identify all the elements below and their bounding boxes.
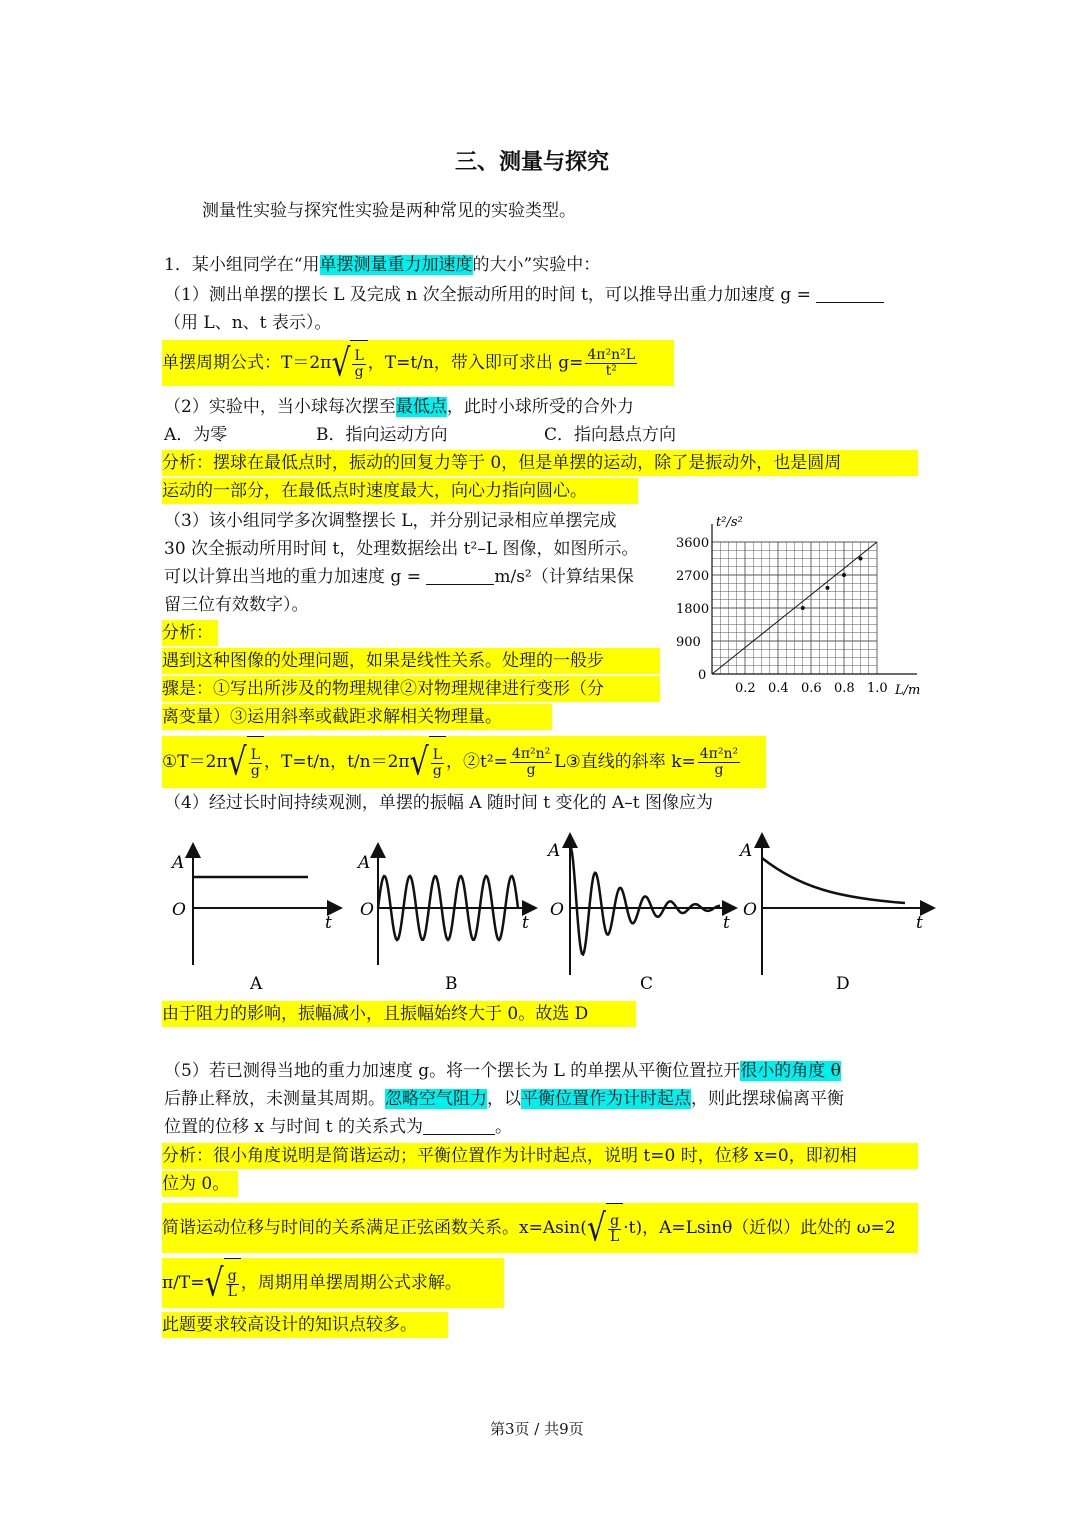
answer5-line5: 此题要求较高设计的知识点较多。 bbox=[162, 1312, 448, 1338]
y-tick-label: 1800 bbox=[676, 602, 710, 617]
formula-g: $\frac{\text{4π²n²L}}{\text{t²}}$ bbox=[587, 347, 636, 379]
q1-stem: 1．某小组同学在“用单摆测量重力加速度的大小”实验中： bbox=[164, 255, 601, 275]
part3-line4: 留三位有效数字）。 bbox=[164, 595, 309, 615]
svg-text:t: t bbox=[916, 913, 923, 933]
intro-text: 测量性实验与探究性实验是两种常见的实验类型。 bbox=[202, 201, 576, 221]
x-tick-label: 1.0 bbox=[867, 681, 888, 696]
t2-L-chart bbox=[670, 510, 930, 700]
graph-label-d: D bbox=[836, 974, 850, 994]
data-point bbox=[826, 586, 830, 590]
answer3-line1: 遇到这种图像的处理问题，如果是线性关系。处理的一般步 bbox=[162, 648, 660, 674]
answer3-line3: 离变量）③运用斜率或截距求解相关物理量。 bbox=[162, 704, 552, 730]
highlight-small-angle: 很小的角度 θ bbox=[740, 1061, 841, 1081]
y-tick-label: 2700 bbox=[676, 569, 710, 584]
y-tick-label: 3600 bbox=[676, 536, 710, 551]
part3-line1: （3）该小组同学多次调整摆长 L，并分别记录相应单摆完成 bbox=[164, 511, 617, 531]
part4-question: （4）经过长时间持续观测，单摆的振幅 A 随时间 t 变化的 A–t 图像应为 bbox=[164, 793, 713, 813]
answer1-box: 单摆周期公式：T＝2π √ $\frac{L}{g}$ ，T=t/n，带入即可求出 g= $\frac{\text{4π²n²L}}{\text{t²}}$ bbox=[162, 340, 674, 386]
graph-a bbox=[170, 850, 335, 965]
svg-text:t: t bbox=[522, 913, 529, 933]
part3-line2: 30 次全振动所用时间 t，处理数据绘出 t²–L 图像，如图所示。 bbox=[164, 539, 639, 559]
graph-label-c: C bbox=[640, 974, 654, 994]
answer-blank bbox=[423, 1116, 495, 1135]
svg-text:O: O bbox=[743, 900, 757, 920]
part5-line2: 后静止释放，未测量其周期。忽略空气阻力，以平衡位置作为计时起点，则此摆球偏离平衡 bbox=[164, 1089, 844, 1109]
graph-label-a: A bbox=[250, 974, 263, 994]
svg-text:t: t bbox=[723, 913, 730, 933]
svg-text:A: A bbox=[548, 841, 561, 861]
data-point bbox=[842, 573, 846, 577]
highlight-lowest: 最低点 bbox=[395, 397, 447, 417]
origin-label: 0 bbox=[698, 668, 707, 683]
option-a: A．为零 bbox=[164, 425, 228, 445]
x-tick-label: 0.4 bbox=[768, 681, 789, 696]
answer4: 由于阻力的影响，振幅减小，且振幅始终大于 0。故选 D bbox=[162, 1001, 636, 1027]
option-b: B．指向运动方向 bbox=[316, 425, 448, 445]
data-point bbox=[801, 606, 805, 610]
svg-text:O: O bbox=[360, 900, 374, 920]
x-tick-label: 0.8 bbox=[834, 681, 855, 696]
y-tick-label: 900 bbox=[676, 635, 701, 650]
highlight-start-point: 平衡位置作为计时起点 bbox=[521, 1089, 691, 1109]
answer5-line2: 位为 0。 bbox=[162, 1171, 238, 1197]
graph-d bbox=[738, 840, 928, 975]
graph-c bbox=[546, 840, 730, 975]
answer3-label: 分析： bbox=[162, 620, 218, 646]
at-graphs bbox=[160, 830, 940, 1000]
option-c: C．指向悬点方向 bbox=[544, 425, 677, 445]
y-axis-label: t²/s² bbox=[716, 515, 743, 530]
x-axis-label: L/m bbox=[895, 683, 921, 698]
answer3-line2: 骤是：①写出所涉及的物理规律②对物理规律进行变形（分 bbox=[162, 676, 660, 702]
x-tick-label: 0.2 bbox=[735, 681, 756, 696]
graph-label-b: B bbox=[445, 974, 458, 994]
part5-line1: （5）若已测得当地的重力加速度 g。将一个摆长为 L 的单摆从平衡位置拉开很小的角度 θ bbox=[164, 1061, 841, 1081]
svg-text:A: A bbox=[172, 853, 185, 873]
svg-text:t: t bbox=[325, 913, 332, 933]
part1-question: （1）测出单摆的摆长 L 及完成 n 次全振动所用的时间 t，可以推导出重力加速度 g = bbox=[164, 282, 884, 308]
svg-text:A: A bbox=[358, 853, 371, 873]
x-tick-label: 0.6 bbox=[801, 681, 822, 696]
svg-text:O: O bbox=[172, 900, 186, 920]
part1-question-cont: （用 L、n、t 表示）。 bbox=[164, 313, 332, 333]
answer2-line1: 分析：摆球在最低点时，振动的回复力等于 0，但是单摆的运动，除了是振动外，也是圆周 bbox=[162, 450, 918, 476]
answer3-formula: ①T＝2π √ $\frac{L}{g}$ ，T=t/n，t/n＝2π √ $\frac{L}{g}$ ，②t²= $\frac{\text{4π²n²}}{g}$ L③直线的斜率 k= $\frac{\text{4π²n²}}{g}$ bbox=[162, 736, 766, 788]
part3-line3: 可以计算出当地的重力加速度 g = m/s²（计算结果保 bbox=[164, 567, 634, 587]
svg-text:O: O bbox=[550, 900, 564, 920]
answer-blank bbox=[426, 566, 494, 585]
highlight-topic: 单摆测量重力加速度 bbox=[319, 255, 473, 275]
sqrt-L-over-g: √ $\frac{L}{g}$ bbox=[331, 340, 367, 387]
answer5-line4: π/T= √ $\frac{g}{L}$ ，周期用单摆周期公式求解。 bbox=[162, 1258, 504, 1308]
answer2-line2: 运动的一部分，在最低点时速度最大，向心力指向圆心。 bbox=[162, 478, 638, 504]
part5-line3: 位置的位移 x 与时间 t 的关系式为 。 bbox=[164, 1117, 513, 1137]
svg-text:A: A bbox=[740, 841, 753, 861]
page-footer: 第3页 / 共9页 bbox=[490, 1420, 584, 1438]
highlight-no-air: 忽略空气阻力 bbox=[385, 1089, 487, 1109]
data-point bbox=[859, 557, 863, 561]
answer5-line1: 分析：很小角度说明是简谐运动；平衡位置作为计时起点，说明 t=0 时，位移 x=0，即初相 bbox=[162, 1143, 918, 1169]
graph-b bbox=[356, 850, 530, 965]
page-title: 三、测量与探究 bbox=[455, 149, 610, 175]
part2-question: （2）实验中，当小球每次摆至最低点，此时小球所受的合外力 bbox=[164, 397, 634, 417]
answer5-line3: 简谐运动位移与时间的关系满足正弦函数关系。x=Asin( √ $\frac{g}{L}$ ·t)，A=Lsinθ（近似）此处的 ω=2 bbox=[162, 1203, 918, 1253]
answer-blank bbox=[816, 284, 884, 303]
